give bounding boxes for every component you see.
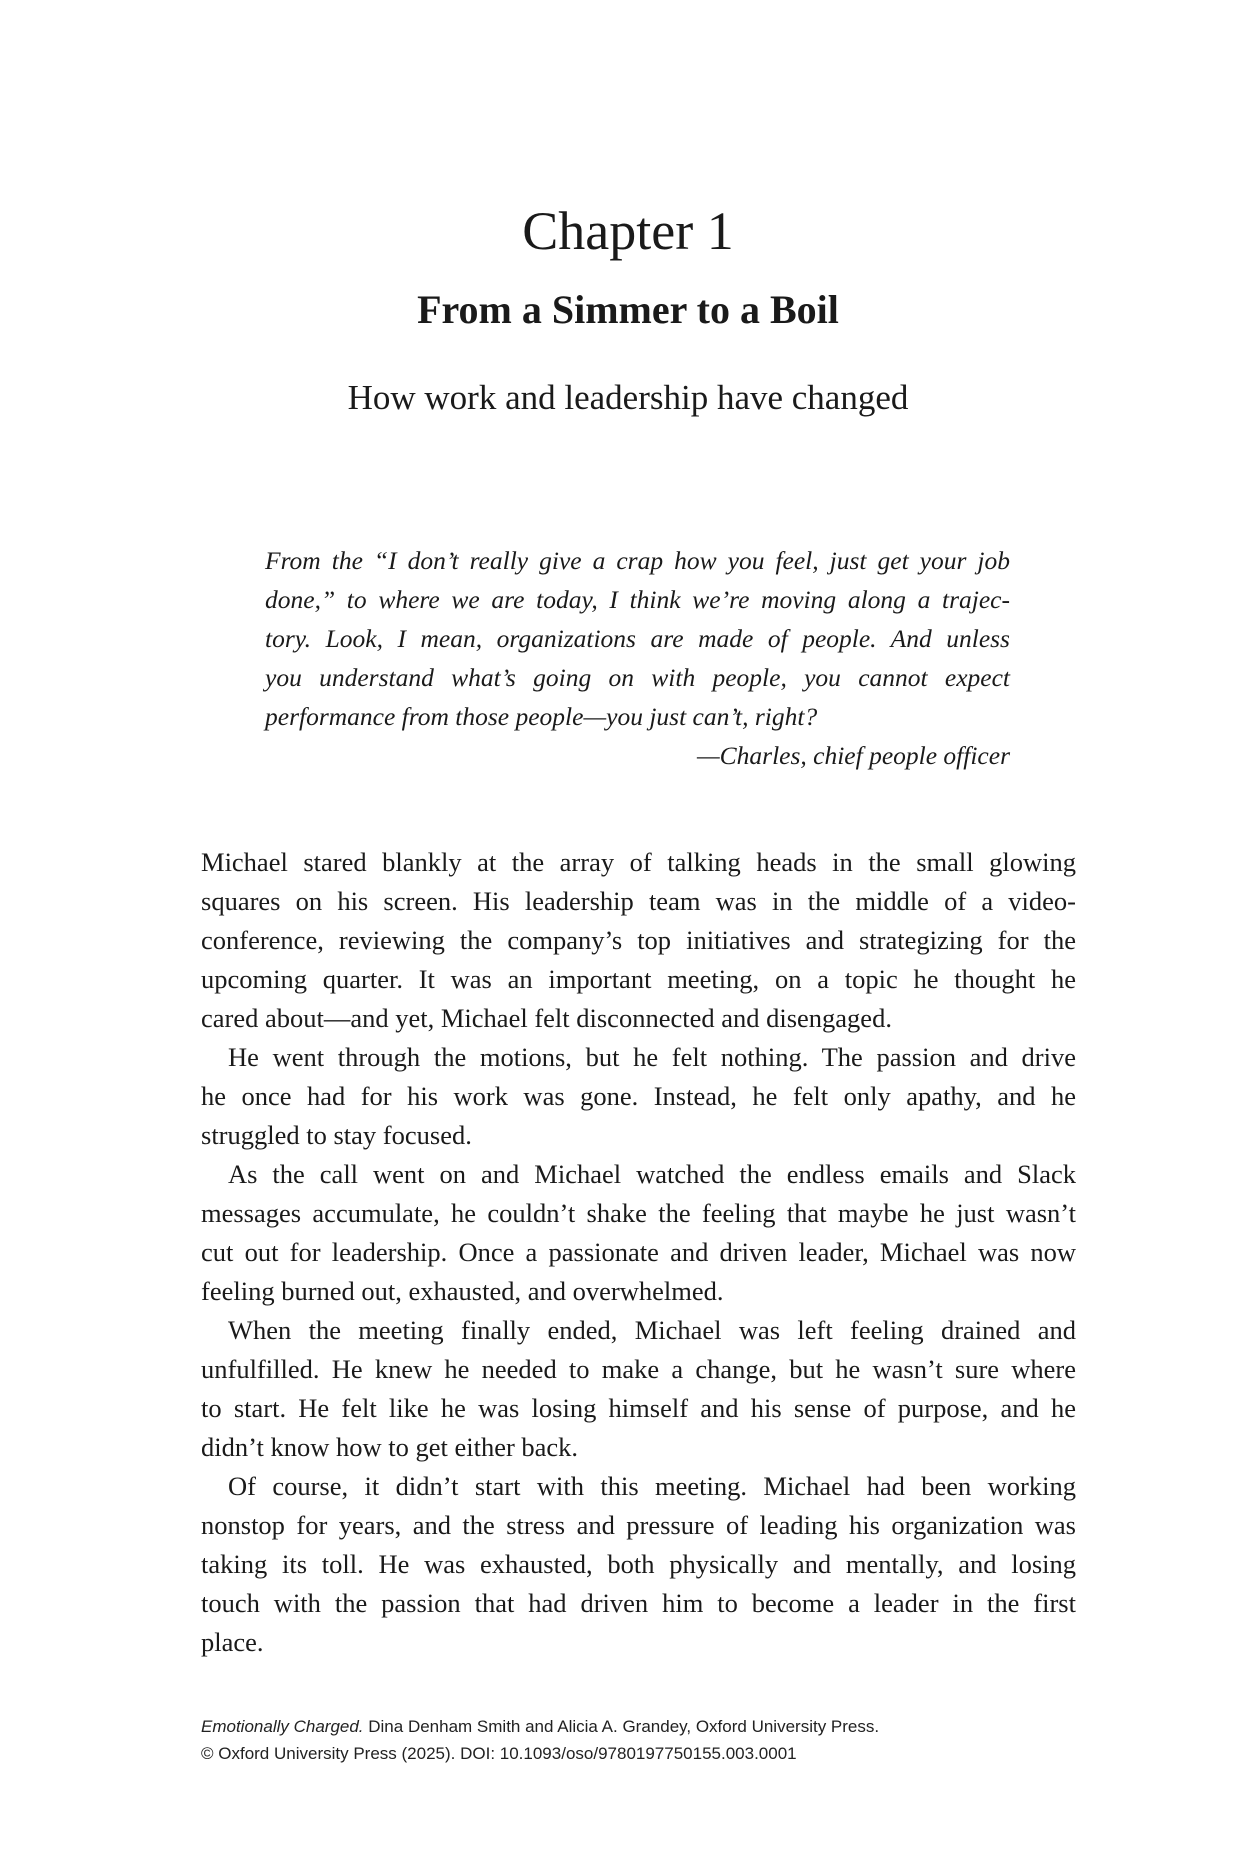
paragraph-line: When the meeting finally ended, Michael was left feeling drained and xyxy=(228,1315,1076,1345)
paragraph-line: feeling burned out, exhausted, and overwhelmed. xyxy=(201,1276,724,1306)
epigraph-line: you understand what’s going on with people, you cannot expect xyxy=(265,663,1010,692)
paragraph-line: he once had for his work was gone. Instead, he felt only apathy, and he xyxy=(201,1081,1076,1111)
paragraph-line: conference, reviewing the company’s top initiatives and strategizing for the xyxy=(201,925,1076,955)
epigraph-attribution: —Charles, chief people officer xyxy=(696,741,1010,770)
authors: Dina Denham Smith and Alicia A. Grandey, Oxford University Press. xyxy=(363,1717,880,1736)
chapter-title: From a Simmer to a Boil xyxy=(417,287,839,332)
paragraph-line: upcoming quarter. It was an important meeting, on a topic he thought he xyxy=(201,964,1076,994)
paragraph-line: taking its toll. He was exhausted, both physically and mentally, and losing xyxy=(201,1549,1076,1579)
paragraph-line: place. xyxy=(201,1627,264,1657)
paragraph-line: As the call went on and Michael watched the endless emails and Slack xyxy=(228,1159,1076,1189)
paragraph-line: to start. He felt like he was losing himself and his sense of purpose, and he xyxy=(201,1393,1076,1423)
paragraph-line: didn’t know how to get either back. xyxy=(201,1432,579,1462)
paragraph-line: He went through the motions, but he felt nothing. The passion and drive xyxy=(228,1042,1076,1072)
paragraph-line: cared about—and yet, Michael felt disconnected and disengaged. xyxy=(201,1003,892,1033)
paragraph-line: unfulfilled. He knew he needed to make a change, but he wasn’t sure where xyxy=(201,1354,1076,1384)
epigraph-line: performance from those people—you just can’t, right? xyxy=(265,702,818,731)
book-title: Emotionally Charged. xyxy=(201,1717,364,1736)
epigraph-line: done,” to where we are today, I think we’re moving along a trajec- xyxy=(265,585,1010,614)
epigraph xyxy=(265,541,1010,775)
epigraph-line: From the “I don’t really give a crap how you feel, just get your job xyxy=(265,546,1010,575)
paragraph-line: nonstop for years, and the stress and pressure of leading his organization was xyxy=(201,1510,1076,1540)
paragraph-line: messages accumulate, he couldn’t shake the feeling that maybe he just wasn’t xyxy=(201,1198,1076,1228)
paragraph-line: Michael stared blankly at the array of talking heads in the small glowing xyxy=(201,847,1076,877)
paragraph-line: Of course, it didn’t start with this meeting. Michael had been working xyxy=(228,1471,1076,1501)
body-text xyxy=(201,843,1076,1662)
chapter-subtitle: How work and leadership have changed xyxy=(347,378,909,417)
copyright: © Oxford University Press (2025). DOI: 10.1093/oso/9780197750155.003.0001 xyxy=(201,1744,797,1763)
paragraph-line: squares on his screen. His leadership team was in the middle of a video- xyxy=(201,886,1076,916)
paragraph-line: touch with the passion that had driven him to become a leader in the first xyxy=(201,1588,1076,1618)
footer-citation xyxy=(201,1713,879,1767)
paragraph-line: cut out for leadership. Once a passionate and driven leader, Michael was now xyxy=(201,1237,1076,1267)
epigraph-line: tory. Look, I mean, organizations are made of people. And unless xyxy=(265,624,1010,653)
chapter-number: Chapter 1 xyxy=(522,201,734,261)
paragraph-line: struggled to stay focused. xyxy=(201,1120,472,1150)
